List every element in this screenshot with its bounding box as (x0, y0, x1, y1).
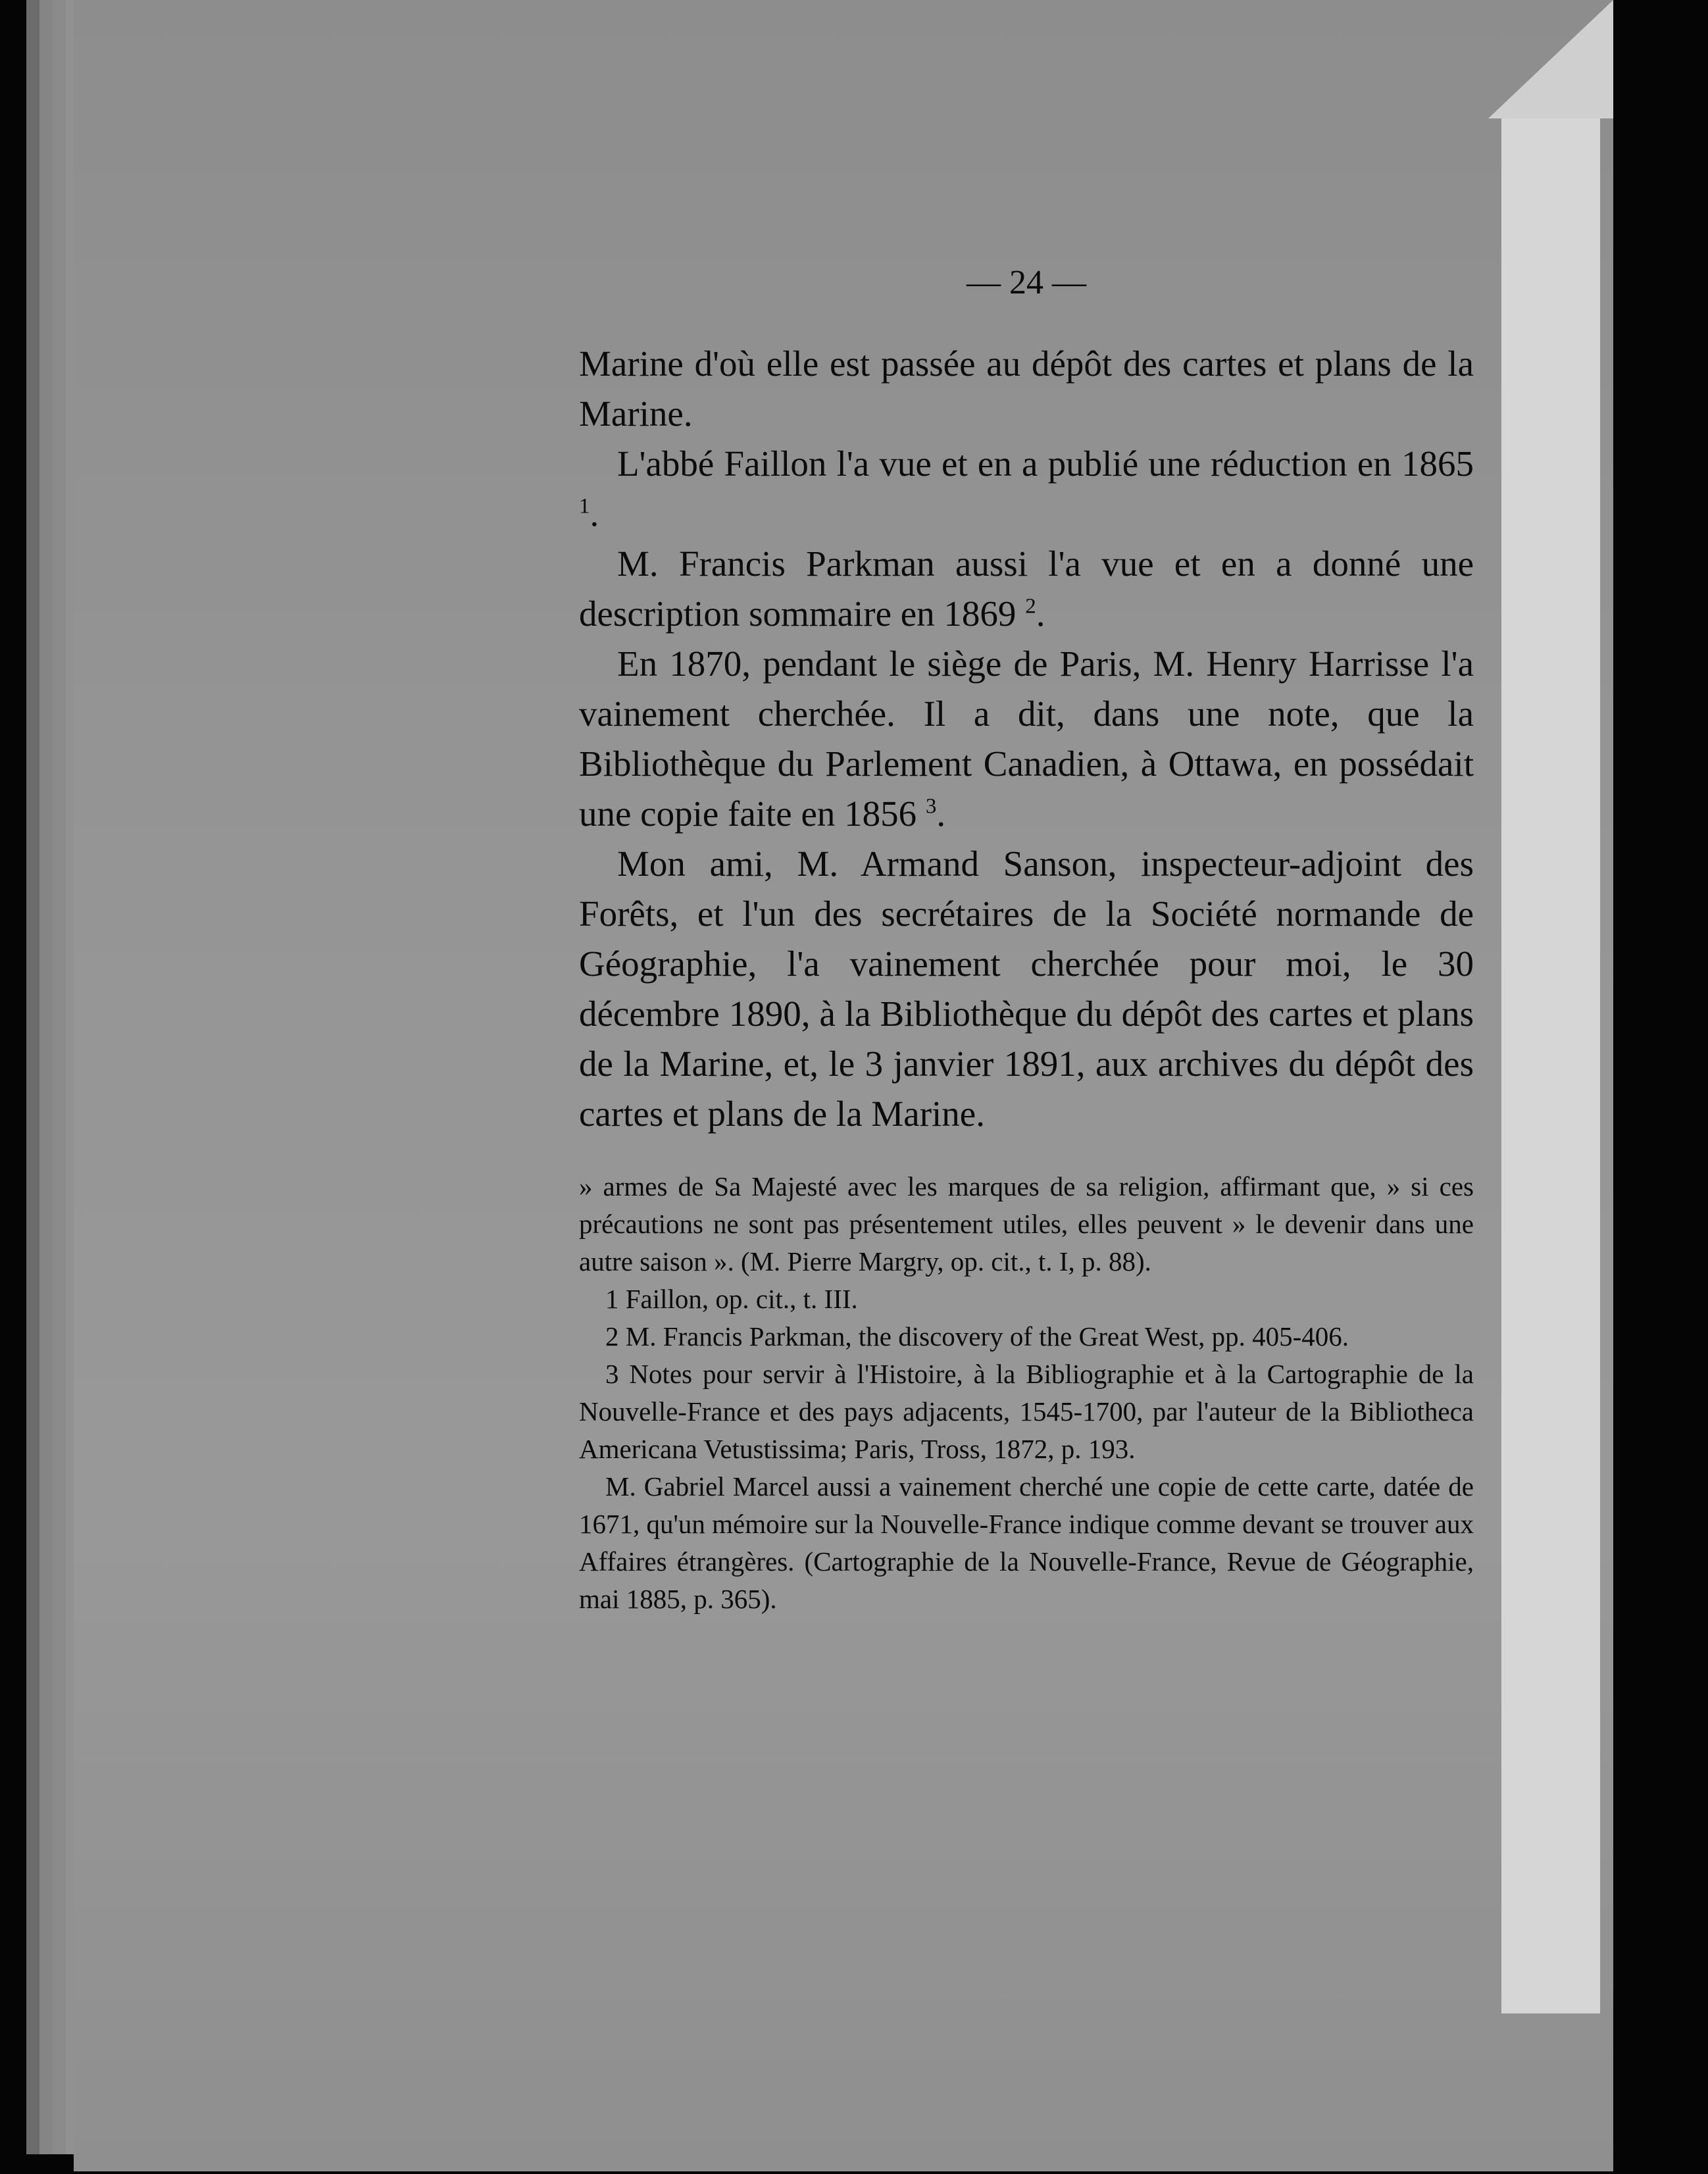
punctuation: . (590, 493, 599, 534)
paragraph-text: Mon ami, M. Armand Sanson, inspecteur-adjoint des Forêts, et l'un des secrétaires de la Société normande de Géographie, l'a vainement cherchée pour moi, le 30 décembre 1890, à la Bibliothèque du dépôt des cartes et plans de la Marine, et, le 3 janvier 1891, aux archives du dépôt des cartes et plans de la Marine. (579, 844, 1474, 1134)
paragraph-text: Marine d'où elle est passée au dépôt des cartes et plans de la Marine. (579, 343, 1474, 434)
paragraph (579, 839, 1474, 1139)
punctuation: . (936, 794, 946, 834)
paper-flap-corner (1488, 0, 1613, 118)
paragraph-text: En 1870, pendant le siège de Paris, M. Henry Harrisse l'a vainement cherchée. Il a dit, dans une note, que la Bibliothèque du Parlement Canadien, à Ottawa, en possédait une copie faite en 1856 (579, 644, 1474, 834)
punctuation: . (1036, 594, 1045, 634)
footnote-ref: 1 (579, 494, 590, 518)
paragraph (579, 439, 1474, 539)
paragraph-text: M. Francis Parkman aussi l'a vue et en a donné une description sommaire en 1869 (579, 544, 1474, 634)
footnote-2: 2 M. Francis Parkman, the discovery of the Great West, pp. 405-406. (605, 1321, 1349, 1352)
paper-flap (1501, 118, 1600, 2013)
footnote-ref: 3 (925, 794, 937, 819)
footnotes (579, 1168, 1474, 1618)
page-number: — 24 — (967, 264, 1086, 301)
footnote-3-addendum: M. Gabriel Marcel aussi a vainement cherché une copie de cette carte, datée de 1671, qu'un mémoire sur la Nouvelle-France indique comme devant se trouver aux Affaires étrangères. (Cartographie de la Nouvelle-France, Revue de Géographie, mai 1885, p. 365). (579, 1471, 1474, 1614)
footnote-continuation: » armes de Sa Majesté avec les marques de sa religion, affirmant que, » si ces précautions ne sont pas présentement utiles, elles peuvent » le devenir dans une autre saison ». (M. Pierre Margry, op. cit., t. I, p. 88). (579, 1171, 1474, 1277)
paragraph (579, 639, 1474, 839)
body-text (579, 339, 1474, 1139)
paragraph (579, 339, 1474, 439)
footnote-ref: 2 (1025, 594, 1036, 619)
footnote-1: 1 Faillon, op. cit., t. III. (605, 1284, 858, 1314)
page-text (579, 263, 1474, 1618)
paragraph-text: L'abbé Faillon l'a vue et en a publié une réduction en 1865 (617, 443, 1474, 484)
paragraph (579, 539, 1474, 639)
footnote-3: 3 Notes pour servir à l'Histoire, à la Bibliographie et à la Cartographie de la Nouvelle-France et des pays adjacents, 1545-1700, par l'auteur de la Bibliotheca Americana Vetustissima; Paris, Tross, 1872, p. 193. (579, 1359, 1474, 1464)
